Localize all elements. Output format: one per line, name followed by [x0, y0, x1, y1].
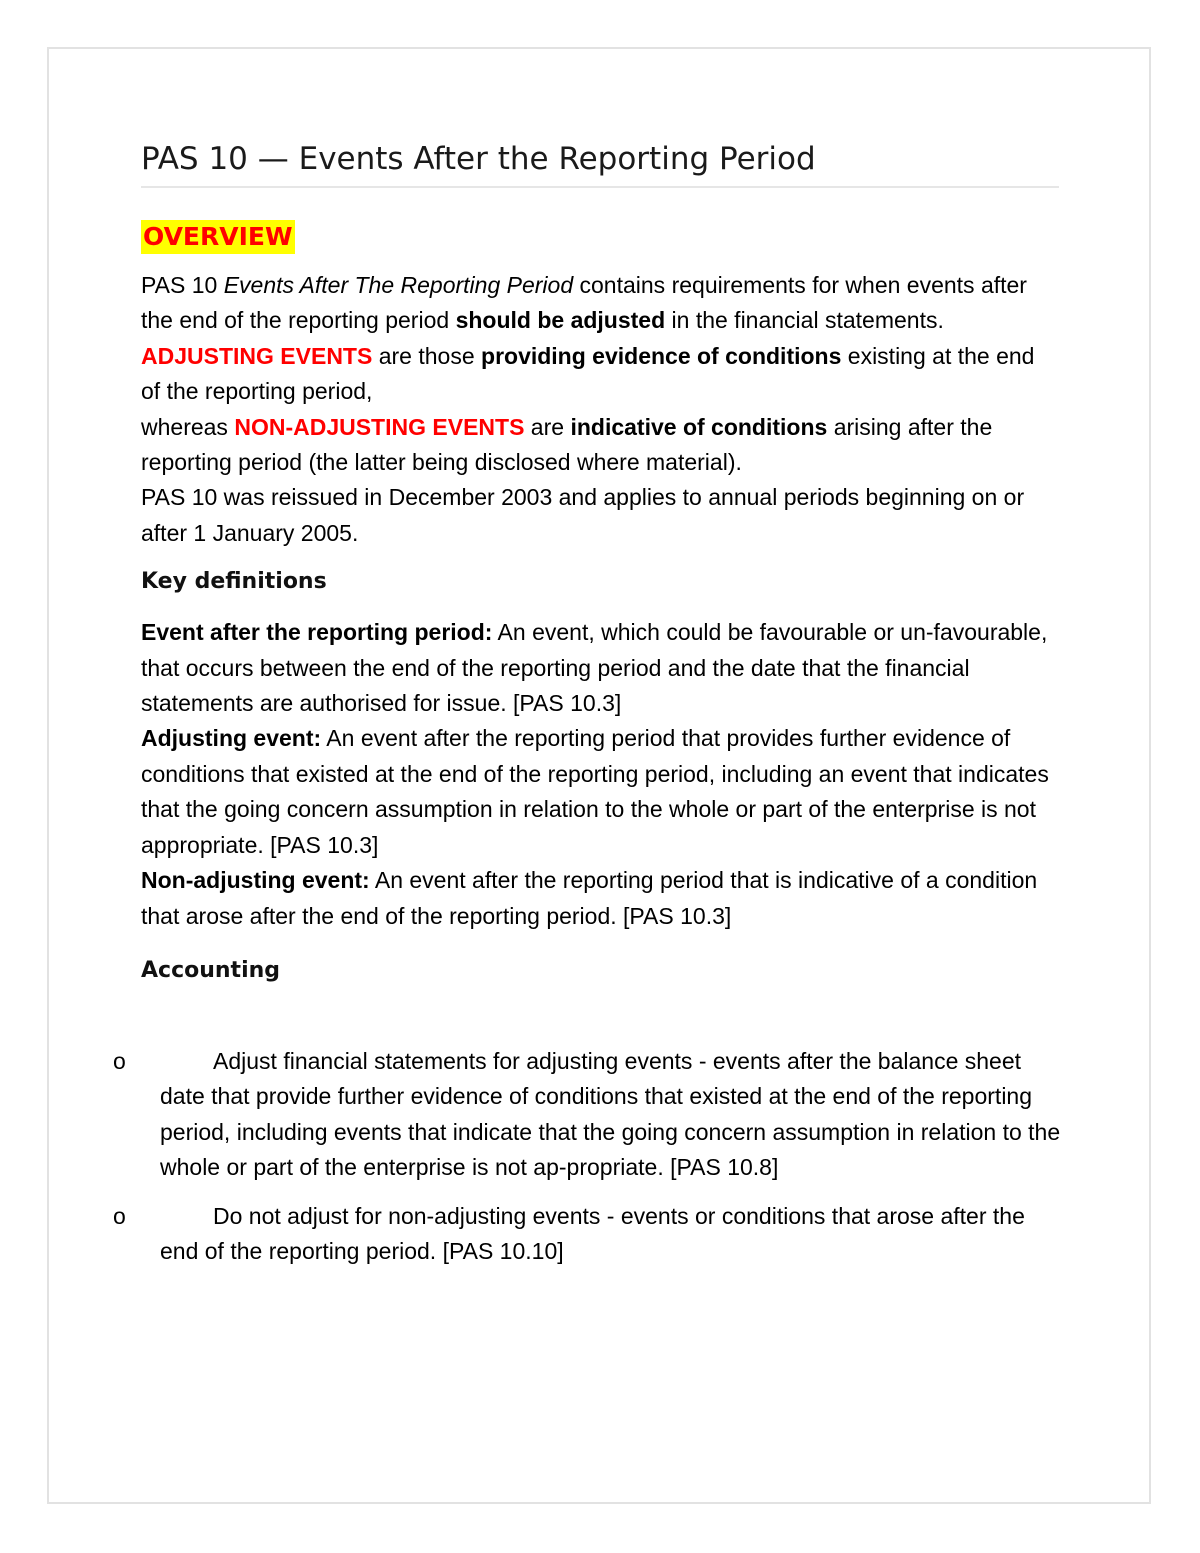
overview-heading [141, 220, 1059, 254]
definition-text: An event after the reporting period that is indicative of a condition that arose after the end of the reporting period. [PAS 10.3] [141, 867, 1038, 929]
should-be-adjusted-bold: should be adjusted [455, 307, 666, 334]
document-body [141, 136, 1059, 1012]
definition-text: An event after the reporting period that provides further evidence of conditions that existed at the end of the reporting period, including an event that indicates that the going concern assumption in relation to the whole or part of the enterprise is not appropriate. [PAS 10.3] [141, 725, 1049, 858]
bullet-marker: o [113, 1202, 126, 1229]
definition-text: An event, which could be favourable or un-favourable, that occurs between the end of the reporting period and the date that the financial statements are authorised for issue. [PAS 10.3] [141, 619, 1048, 717]
list-item [113, 1044, 1063, 1186]
overview-paragraph-1: PAS 10 Events After The Reporting Period contains requirements for when events after the end of the reporting period should be adjusted in the financial statements. [141, 272, 1027, 334]
definition-item [141, 615, 1059, 721]
overview-paragraph-4: PAS 10 was reissued in December 2003 and applies to annual periods beginning on or after 1 January 2005. [141, 484, 1025, 546]
non-adjusting-events-label: NON-ADJUSTING EVENTS [234, 413, 525, 440]
standard-title-italic: Events After The Reporting Period [223, 272, 574, 298]
accounting-bullet-list [113, 1044, 1063, 1282]
definition-term: Adjusting event: [141, 725, 322, 752]
accounting-heading: Accounting [141, 957, 281, 983]
page-title: PAS 10 — Events After the Reporting Period [141, 136, 1059, 188]
overview-highlight: OVERVIEW [141, 220, 295, 254]
definition-term: Event after the reporting period: [141, 619, 493, 646]
overview-paragraph-3: whereas NON-ADJUSTING EVENTS are indicative of conditions arising after the reporting period (the latter being disclosed where material). [141, 413, 993, 476]
overview-paragraph-2: ADJUSTING EVENTS are those providing evidence of conditions existing at the end of the reporting period, [141, 342, 1035, 405]
definition-item [141, 721, 1059, 863]
definition-item [141, 863, 1059, 934]
list-item [113, 1199, 1063, 1270]
adjusting-events-label: ADJUSTING EVENTS [141, 342, 373, 369]
definition-term: Non-adjusting event: [141, 867, 370, 894]
bullet-text: Adjust financial statements for adjusting events - events after the balance sheet date that provide further evidence of conditions that existed at the end of the reporting period, including events that indicate that the going concern assumption in relation to the whole or part of the enterprise is not ap-propriate. [PAS 10.8] [160, 1048, 1061, 1181]
key-definitions-heading: Key definitions [141, 569, 327, 595]
bullet-marker: o [113, 1048, 126, 1074]
bullet-text: Do not adjust for non-adjusting events - events or conditions that arose after the end of the reporting period. [PAS 10.10] [160, 1202, 1025, 1265]
